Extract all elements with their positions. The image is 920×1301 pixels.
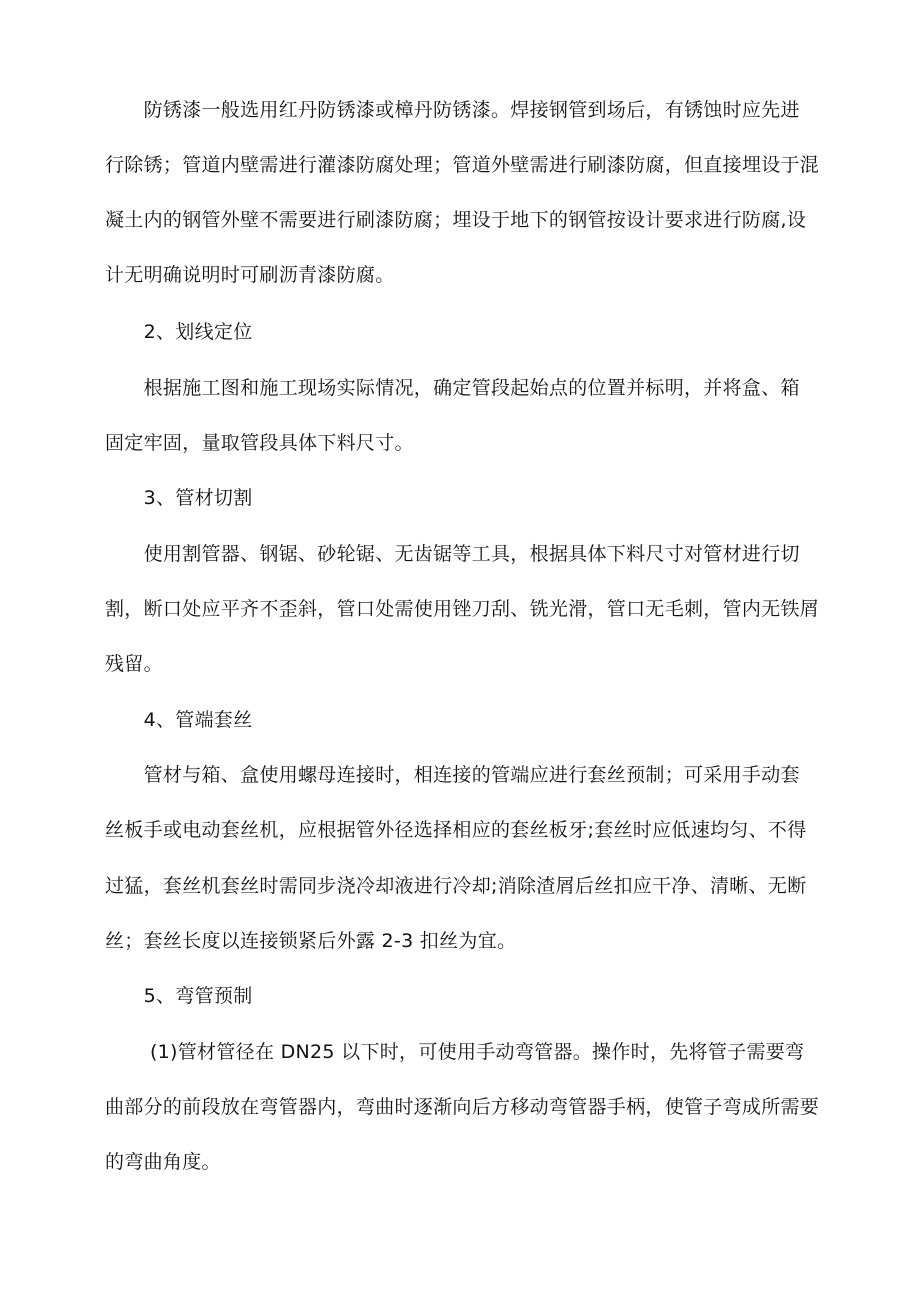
paragraph-line: 曲部分的前段放在弯管器内，弯曲时逐渐向后方移动弯管器手柄，使管子弯成所需要 bbox=[105, 1096, 820, 1118]
section-heading: 5、弯管预制 bbox=[105, 985, 253, 1007]
paragraph-line: 使用割管器、钢锯、砂轮锯、无齿锯等工具，根据具体下料尺寸对管材进行切 bbox=[105, 543, 800, 565]
paragraph-line: 防锈漆一般选用红丹防锈漆或樟丹防锈漆。焊接钢管到场后，有锈蚀时应先进 bbox=[105, 99, 800, 121]
paragraph-line: 的弯曲角度。 bbox=[105, 1151, 221, 1173]
section-heading: 3、管材切割 bbox=[105, 487, 253, 509]
paragraph-line: 管材与箱、盒使用螺母连接时，相连接的管端应进行套丝预制；可采用手动套 bbox=[105, 764, 800, 786]
section-heading: 4、管端套丝 bbox=[105, 709, 253, 731]
paragraph-line: 凝土内的钢管外壁不需要进行刷漆防腐；埋设于地下的钢管按设计要求进行防腐,设 bbox=[105, 209, 807, 231]
paragraph-line: 残留。 bbox=[105, 653, 163, 675]
paragraph-line: 丝；套丝长度以连接锁紧后外露 2-3 扣丝为宜。 bbox=[105, 930, 517, 952]
paragraph-line: 计无明确说明时可刷沥青漆防腐。 bbox=[105, 264, 395, 286]
paragraph-line: 固定牢固，量取管段具体下料尺寸。 bbox=[105, 432, 414, 454]
paragraph-line: 根据施工图和施工现场实际情况，确定管段起始点的位置并标明，并将盒、箱 bbox=[105, 377, 800, 399]
paragraph-line: 割，断口处应平齐不歪斜，管口处需使用锉刀刮、铣光滑，管口无毛刺，管内无铁屑 bbox=[105, 598, 820, 620]
paragraph-line: 丝板手或电动套丝机，应根据管外径选择相应的套丝板牙;套丝时应低速均匀、不得 bbox=[105, 819, 807, 841]
paragraph-line: 行除锈；管道内壁需进行灌漆防腐处理；管道外壁需进行刷漆防腐，但直接埋设于混 bbox=[105, 154, 820, 176]
section-heading: 2、划线定位 bbox=[105, 321, 253, 343]
paragraph-line: (1)管材管径在 DN25 以下时，可使用手动弯管器。操作时，先将管子需要弯 bbox=[105, 1041, 805, 1063]
paragraph-line: 过猛，套丝机套丝时需同步浇冷却液进行冷却;消除渣屑后丝扣应干净、清晰、无断 bbox=[105, 875, 807, 897]
